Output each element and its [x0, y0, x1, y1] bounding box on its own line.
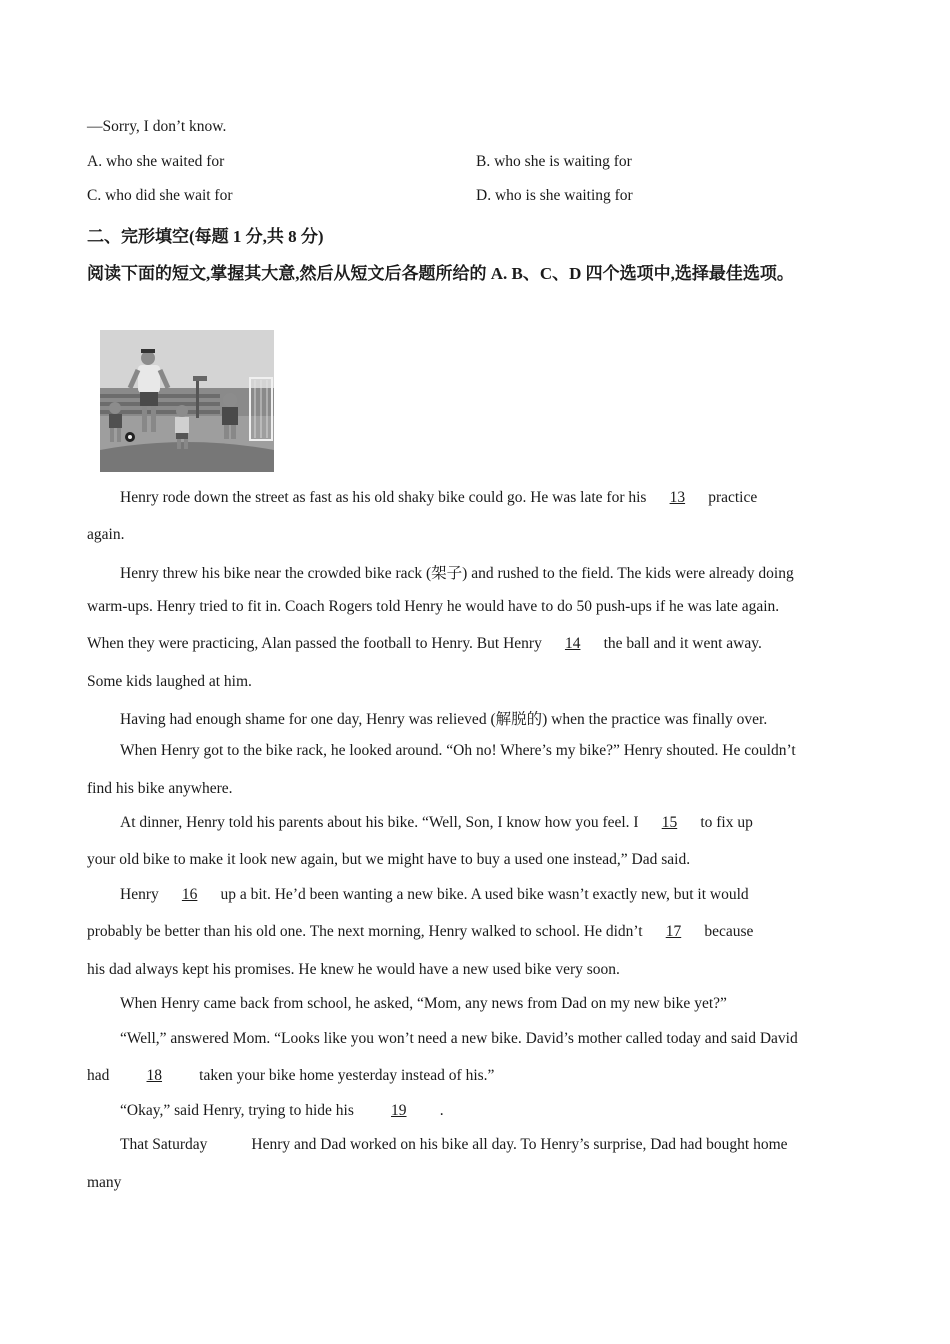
passage-line-5: When they were practicing, Alan passed the football to Henry. But Henry 14 the ball and it went away. [87, 635, 762, 652]
passage-line-13: probably be better than his old one. The next morning, Henry walked to school. He didn’t 17 because [87, 923, 754, 940]
blank-17: 17 [665, 923, 682, 940]
passage-line-8: When Henry got to the bike rack, he looked around. “Oh no! Where’s my bike?” Henry shouted. He couldn’t [120, 742, 796, 759]
passage-line-11: your old bike to make it look new again, but we might have to buy a used one instead,” Dad said. [87, 851, 691, 868]
passage-line-2: again. [87, 526, 125, 543]
passage-line-1: Henry rode down the street as fast as his old shaky bike could go. He was late for his 13 practice [120, 489, 758, 506]
blank-18: 18 [146, 1067, 163, 1084]
passage-line-15: When Henry came back from school, he asked, “Mom, any news from Dad on my new bike yet?” [120, 995, 727, 1012]
passage-line-9: find his bike anywhere. [87, 780, 233, 797]
passage-line-6: Some kids laughed at him. [87, 673, 252, 690]
option-a: A. who she waited for [87, 153, 225, 170]
option-c: C. who did she wait for [87, 187, 233, 204]
dialog-reply: —Sorry, I don’t know. [87, 118, 227, 135]
blank-19: 19 [391, 1102, 407, 1119]
passage-line-4: warm-ups. Henry tried to fit in. Coach Rogers told Henry he would have to do 50 push-ups if he was late again. [87, 598, 780, 615]
option-b: B. who she is waiting for [476, 153, 632, 170]
passage-line-7: Having had enough shame for one day, Henry was relieved (解脱的) when the practice was finally over. [120, 711, 768, 728]
section-instruction: 阅读下面的短文,掌握其大意,然后从短文后各题所给的 A. B、C、D 四个选项中,选择最佳选项。 [87, 264, 794, 283]
passage-line-18: “Okay,” said Henry, trying to hide his 19 . [120, 1102, 444, 1119]
passage-line-3: Henry threw his bike near the crowded bike rack (架子) and rushed to the field. The kids were already doing [120, 565, 794, 582]
passage-line-14: his dad always kept his promises. He knew he would have a new used bike very soon. [87, 961, 620, 978]
passage-line-19: That Saturday Henry and Dad worked on his bike all day. To Henry’s surprise, Dad had bought home [120, 1136, 788, 1153]
option-d: D. who is she waiting for [476, 187, 633, 204]
passage-line-16: “Well,” answered Mom. “Looks like you won’t need a new bike. David’s mother called today and said David [120, 1030, 798, 1047]
section-title: 二、完形填空(每题 1 分,共 8 分) [87, 227, 324, 246]
blank-14: 14 [564, 635, 581, 652]
football-practice-illustration [100, 330, 274, 472]
passage-line-10: At dinner, Henry told his parents about his bike. “Well, Son, I know how you feel. I 15 to fix up [120, 814, 753, 831]
passage-line-17: had 18 taken your bike home yesterday instead of his.” [87, 1067, 495, 1084]
blank-15: 15 [661, 814, 678, 831]
blank-13: 13 [669, 489, 686, 506]
passage-line-20: many [87, 1174, 122, 1191]
blank-16: 16 [181, 886, 198, 903]
passage-line-12: Henry 16 up a bit. He’d been wanting a new bike. A used bike wasn’t exactly new, but it would [120, 886, 749, 903]
